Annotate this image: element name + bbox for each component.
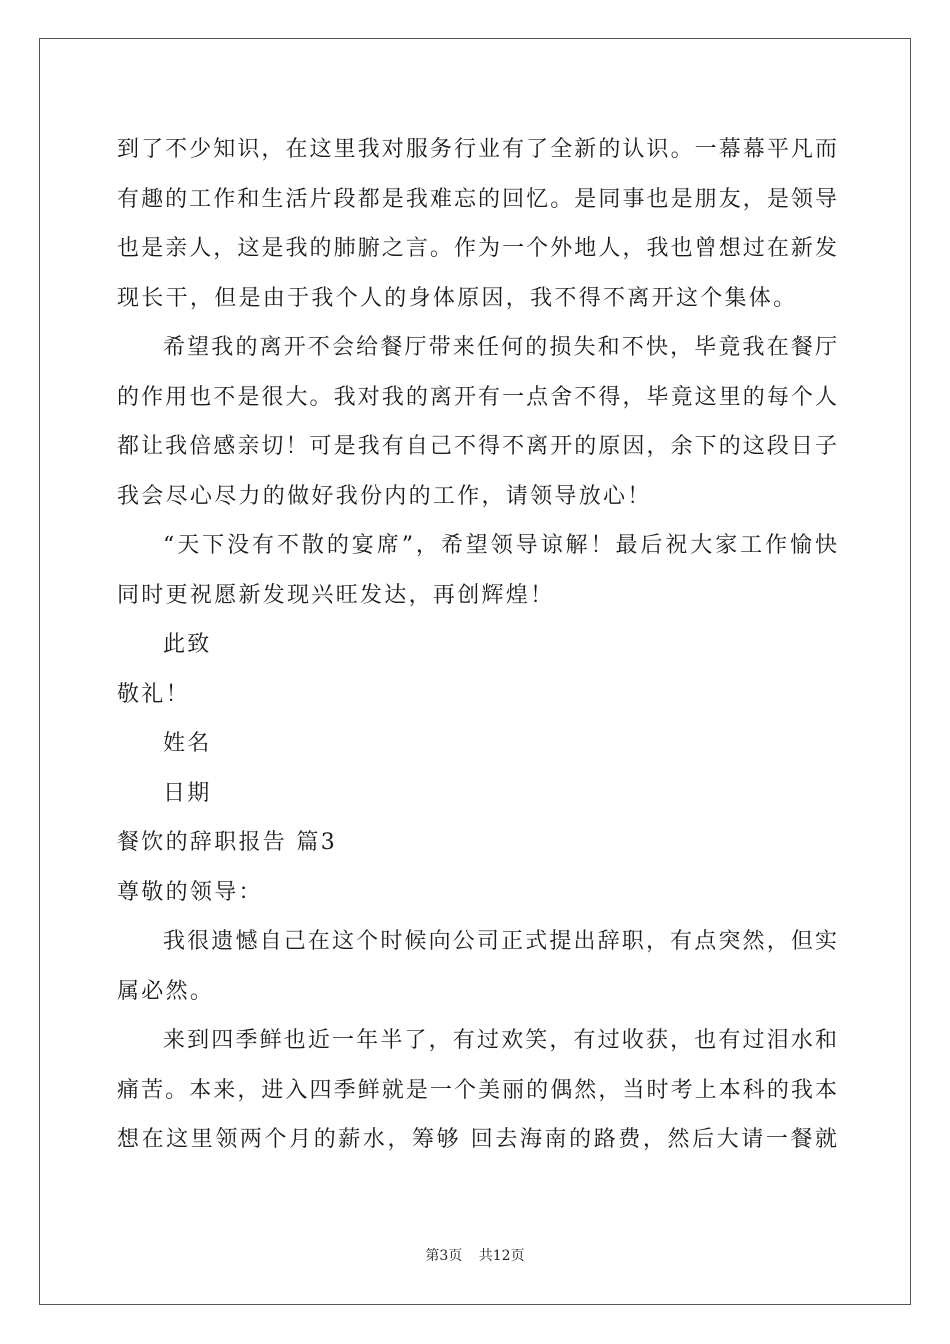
- page-number: 第3页: [425, 1248, 463, 1264]
- section-heading: 餐饮的辞职报告 篇3: [117, 830, 337, 855]
- text-line: 来到四季鲜也近一年半了，有过欢笑，有过收获，也有过泪水和: [163, 1028, 837, 1053]
- text-line: 希望我的离开不会给餐厅带来任何的损失和不快，毕竟我在餐厅: [163, 335, 837, 360]
- page-footer: [0, 1245, 950, 1265]
- document-body: [117, 125, 837, 1165]
- text-line: 同时更祝愿新发现兴旺发达，再创辉煌！: [117, 582, 555, 608]
- text-line: “天下没有不散的宴席”，希望领导谅解！最后祝大家工作愉快: [163, 533, 837, 558]
- text-line: 属必然。: [117, 978, 215, 1004]
- text-line: 也是亲人，这是我的肺腑之言。作为一个外地人，我也曾想过在新发: [117, 236, 837, 261]
- page-total: 共12页: [478, 1248, 525, 1264]
- text-line: 想在这里领两个月的薪水，筹够 回去海南的路费，然后大请一餐就: [117, 1127, 837, 1152]
- text-line: 现长干，但是由于我个人的身体原因，我不得不离开这个集体。: [117, 285, 798, 311]
- text-line: 的作用也不是很大。我对我的离开有一点舍不得，毕竟这里的每个人: [117, 384, 837, 410]
- text-line: 都让我倍感亲切！可是我有自己不得不离开的原因，余下的这段日子: [117, 434, 837, 459]
- greeting: 尊敬的领导：: [117, 879, 263, 905]
- text-line: 我会尽心尽力的做好我份内的工作，请领导放心！: [117, 483, 652, 509]
- signature-date: 日期: [163, 780, 212, 806]
- text-line: 痛苦。本来，进入四季鲜就是一个美丽的偶然，当时考上本科的我本: [117, 1077, 837, 1103]
- closing-regards: 敬礼！: [117, 681, 190, 707]
- text-line: 到了不少知识，在这里我对服务行业有了全新的认识。一幕幕平凡而: [117, 137, 837, 162]
- signature-name: 姓名: [163, 731, 212, 756]
- text-line: 我很遗憾自己在这个时候向公司正式提出辞职，有点突然，但实: [163, 929, 837, 954]
- text-line: 有趣的工作和生活片段都是我难忘的回忆。是同事也是朋友，是领导: [117, 186, 837, 212]
- closing-salutation: 此致: [163, 632, 212, 657]
